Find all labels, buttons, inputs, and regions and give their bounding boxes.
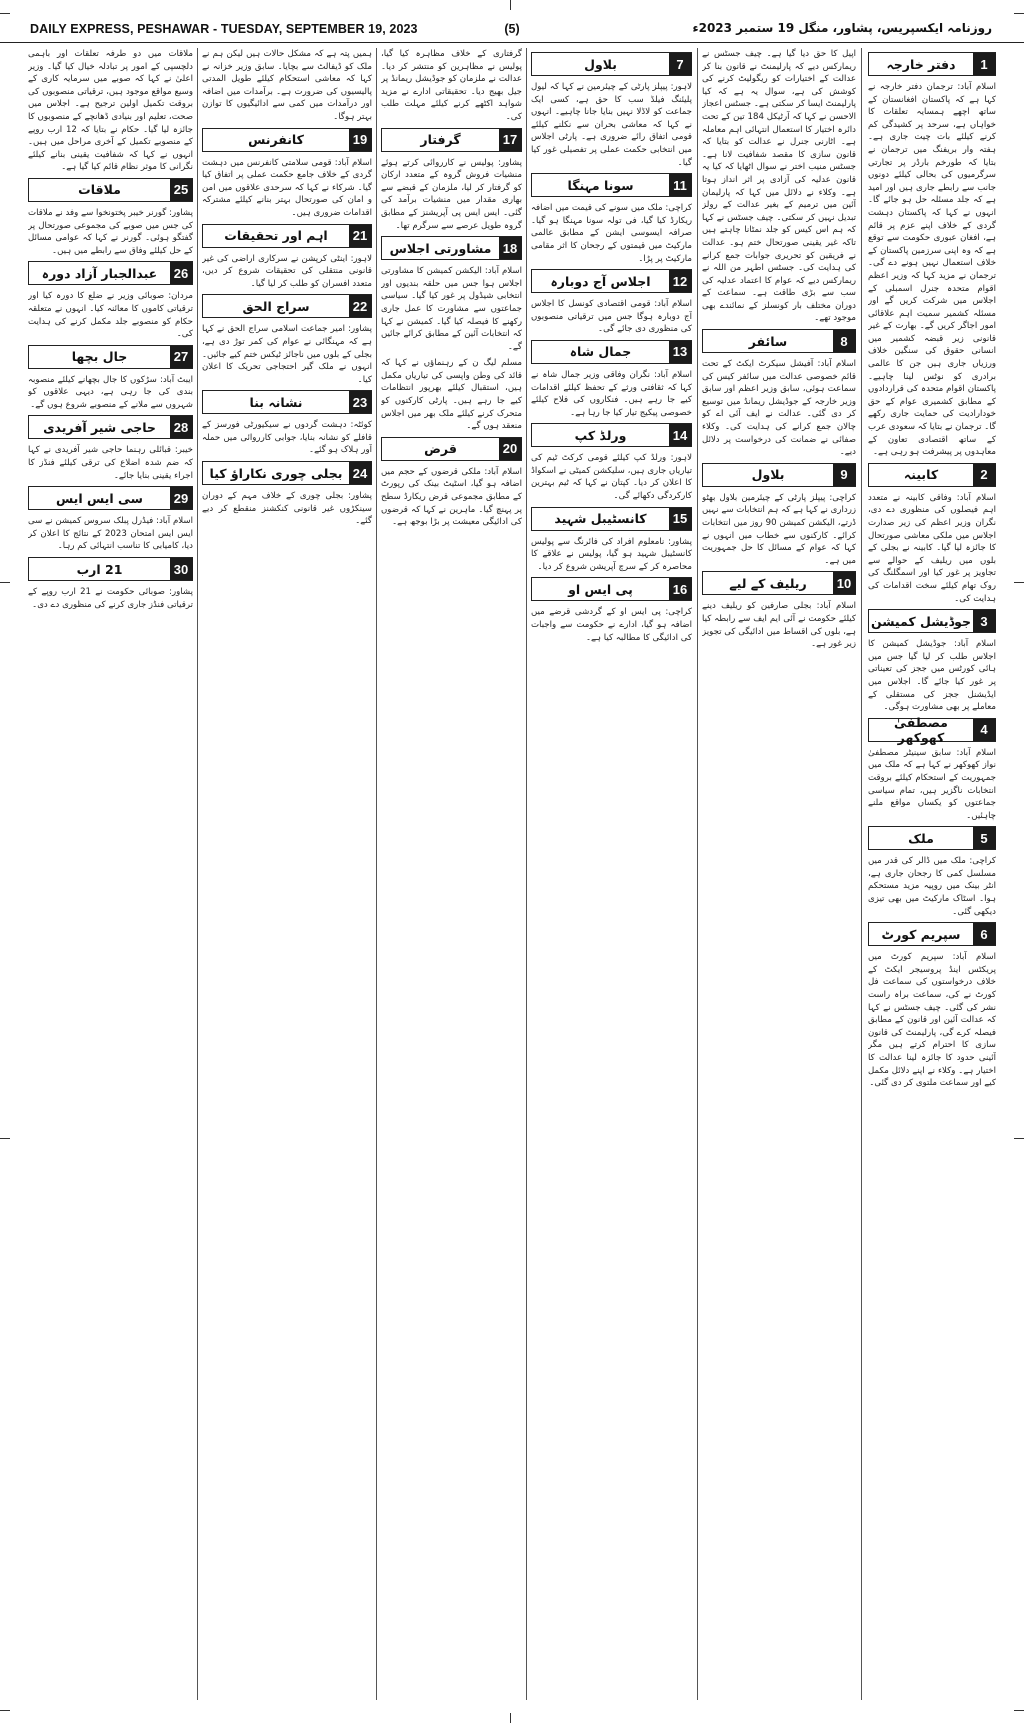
news-item-heading	[202, 390, 372, 414]
crop-mark	[0, 13, 10, 14]
news-item-number: 1	[973, 53, 995, 75]
crop-mark	[1014, 1710, 1024, 1711]
news-item-heading	[202, 224, 372, 248]
news-paragraph: پشاور: نامعلوم افراد کی فائرنگ سے پولیس کانسٹیبل شہید ہو گیا، پولیس نے علاقے کا محاصرہ کر کے سرچ آپریشن شروع کر دیا۔	[531, 536, 692, 572]
masthead-date-english: DAILY EXPRESS, PESHAWAR - TUESDAY, SEPTEMBER 19, 2023	[30, 22, 418, 36]
news-item-heading	[28, 557, 193, 581]
news-item-title: سائفر	[748, 333, 788, 349]
news-item-number: 9	[833, 464, 855, 486]
news-paragraph: کراچی: ملک میں ڈالر کی قدر میں مسلسل کمی کا رجحان جاری ہے، انٹر بینک میں روپیہ مزید مستحکم ہوا۔ اسٹاک مارکیٹ میں بھی تیزی دیکھی گئی۔	[868, 856, 996, 917]
news-item-number: 16	[669, 578, 691, 600]
news-item-title: مصطفیٰ کھوکھر	[894, 714, 948, 745]
news-item-title: حاجی شیر آفریدی	[43, 419, 156, 435]
news-item-number: 30	[170, 558, 192, 580]
news-paragraph: گرفتاری کے خلاف مظاہرہ کیا گیا، پولیس نے مظاہرین کو منتشر کر دیا۔ عدالت نے ملزمان کو جوڈیشل ریمانڈ پر جیل بھیج دیا۔ تحقیقاتی ادارے نے مزید شواہد اکٹھے کرنے کیلئے مہلت طلب کی۔	[381, 49, 522, 122]
news-paragraph: لاہور: ورلڈ کپ کیلئے قومی کرکٹ ٹیم کی تیاریاں جاری ہیں، سلیکشن کمیٹی نے اسکواڈ کا اعلان کر دیا۔ کپتان نے کہا کہ ٹیم بہترین کارکردگی دکھائے گی۔	[531, 453, 692, 502]
news-item-title: مشاورتی اجلاس	[389, 240, 492, 256]
news-item-number: 19	[349, 129, 371, 151]
news-item-number: 21	[349, 225, 371, 247]
news-paragraph: کراچی: پی ایس او کے گردشی قرضے میں اضافہ ہو گیا، ادارے نے حکومت سے واجبات کی ادائیگی کا مطالبہ کیا ہے۔	[531, 607, 692, 643]
news-item-title: کانفرنس	[248, 132, 304, 148]
news-item-heading	[381, 437, 522, 461]
news-item-heading	[868, 826, 996, 850]
news-item-heading	[531, 52, 692, 76]
news-item-heading	[202, 294, 372, 318]
news-column-1	[868, 48, 996, 1700]
news-item-title: ملک	[908, 830, 934, 846]
news-paragraph: کراچی: ملک میں سونے کی قیمت میں اضافہ ریکارڈ کیا گیا، فی تولہ سونا مہنگا ہو گیا۔ صرافہ ایسوسی ایشن کے مطابق عالمی مارکیٹ میں قیمتوں کے رجحان کا اثر مقامی مارکیٹ پر پڑا۔	[531, 203, 692, 264]
crop-mark	[0, 582, 10, 583]
news-paragraph: اسلام آباد: سپریم کورٹ میں پریکٹس اینڈ پروسیجر ایکٹ کے خلاف درخواستوں کی سماعت فل کورٹ نے کی، سماعت براہ راست نشر کی گئی۔ چیف جسٹس نے کہا کہ عدالت آئین اور قانون کے مطابق فیصلہ کرے گی، پارلیمنٹ کی قانون سازی کا احترام کرتے ہیں مگر آئینی حدود کا جائزہ لینا عدالت کا اختیار ہے۔ وکلاء نے اپنے دلائل مکمل کیے اور سماعت ملتوی کر دی گئی۔	[868, 952, 996, 1089]
news-paragraph: اسلام آباد: جوڈیشل کمیشن کا اجلاس طلب کر لیا گیا جس میں ہائی کورٹس میں ججز کی تعیناتی پر غور کیا جائے گا۔ اجلاس میں ایڈیشنل ججز کی مستقلی کے معاملے پر بھی مشاورت ہوگی۔	[868, 639, 996, 713]
news-item-number: 10	[833, 572, 855, 594]
news-item-heading	[28, 415, 193, 439]
column-rule	[376, 48, 377, 1700]
news-item-title: پی ایس او	[568, 581, 633, 597]
news-item-title: قرض	[424, 441, 457, 457]
news-item-title: جال بچھا	[71, 349, 128, 365]
news-paragraph: پشاور: صوبائی حکومت نے 21 ارب روپے کے ترقیاتی فنڈز جاری کرنے کی منظوری دے دی۔	[28, 587, 193, 610]
news-item-title: سپریم کورٹ	[881, 926, 961, 942]
news-item-number: 25	[170, 179, 192, 201]
news-item-number: 23	[349, 391, 371, 413]
news-item-title: اجلاس آج دوبارہ	[550, 273, 651, 289]
news-item-number: 26	[170, 262, 192, 284]
news-item-number: 20	[499, 438, 521, 460]
news-item-number: 17	[499, 129, 521, 151]
news-paragraph: ایبٹ آباد: سڑکوں کا جال بچھانے کیلئے منصوبہ بندی کی جا رہی ہے، دیہی علاقوں کو شہروں سے ملانے کے منصوبے شروع ہوں گے۔	[28, 374, 193, 410]
news-item-heading	[202, 128, 372, 152]
news-item-number: 7	[669, 53, 691, 75]
column-rule	[526, 48, 527, 1700]
page-header	[0, 20, 1024, 43]
news-paragraph: لاہور: پیپلز پارٹی کے چیئرمین نے کہا کہ لیول پلیئنگ فیلڈ سب کا حق ہے، کسی ایک جماعت کو لاڈلا نہیں بنایا جانا چاہیے۔ انہوں نے کہا کہ معاشی بحران سے نکلنے کیلئے قومی اتفاق رائے ضروری ہے۔ پارٹی اجلاس میں انتخابی حکمت عملی پر تفصیلی غور کیا گیا۔	[531, 82, 692, 168]
news-item-number: 27	[170, 346, 192, 368]
news-paragraph: اسلام آباد: وفاقی کابینہ نے متعدد اہم فیصلوں کی منظوری دے دی، نگران وزیر اعظم کی زیر صدارت اجلاس میں ملکی معاشی صورتحال کا جائزہ لیا گیا۔ کابینہ نے بجلی کے بلوں میں ریلیف کے حوالے سے تجاویز پر غور کیا اور اسمگلنگ کی روک تھام کیلئے سخت اقدامات کی ہدایت کی۔	[868, 492, 996, 604]
news-paragraph: اسلام آباد: آفیشل سیکرٹ ایکٹ کے تحت قائم خصوصی عدالت میں سائفر کیس کی سماعت ہوئی، سابق وزیر اعظم اور سابق وزیر خارجہ کے جوڈیشل ریمانڈ میں توسیع کر دی گئی۔ عدالت نے ایف آئی اے کو چالان جمع کرانے کی ہدایت کی۔ وکلاء صفائی نے ضمانت کی درخواست پر دلائل دیے۔	[702, 359, 856, 458]
news-item-title: کابینہ	[903, 467, 939, 483]
news-item-title: عبدالجبار آزاد دورہ	[41, 265, 158, 281]
news-column-5	[202, 48, 372, 1700]
crop-mark	[0, 1710, 10, 1711]
news-item-title: سی ایس ایس	[56, 490, 143, 506]
news-item-title: بجلی چوری نکاراؤ کیا	[209, 465, 343, 481]
news-paragraph: لاہور: اینٹی کرپشن نے سرکاری اراضی کی غیر قانونی منتقلی کی تحقیقات شروع کر دیں، متعدد افسران کو طلب کر لیا گیا۔	[202, 253, 372, 289]
news-item-heading	[28, 345, 193, 369]
news-item-number: 2	[973, 464, 995, 486]
page-number: (5)	[504, 22, 520, 36]
crop-mark	[1014, 13, 1024, 14]
news-item-number: 29	[170, 487, 192, 509]
news-item-title: بلاول	[751, 467, 785, 483]
news-item-number: 11	[669, 174, 691, 196]
news-paragraph: اسلام آباد: ملکی قرضوں کے حجم میں اضافہ ہو گیا، اسٹیٹ بینک کی رپورٹ کے مطابق مجموعی قرض ریکارڈ سطح پر پہنچ گیا۔ ماہرین نے کہا کہ قرضوں کی ادائیگی معیشت پر بڑا بوجھ ہے۔	[381, 466, 522, 528]
news-paragraph: پشاور: گورنر خیبر پختونخوا سے وفد نے ملاقات کی جس میں صوبے کی مجموعی صورتحال پر گفتگو ہوئی۔ گورنر نے کہا کہ عوامی مسائل کے حل کیلئے وفاق سے رابطے میں ہیں۔	[28, 207, 193, 256]
news-paragraph: پشاور: بجلی چوری کے خلاف مہم کے دوران سینکڑوں غیر قانونی کنکشنز منقطع کر دیے گئے۔	[202, 491, 372, 527]
news-item-heading	[531, 173, 692, 197]
news-item-heading	[702, 463, 856, 487]
news-item-heading	[868, 714, 996, 745]
news-item-heading	[381, 128, 522, 152]
news-paragraph: پشاور: پولیس نے کارروائی کرتے ہوئے منشیات فروش گروہ کے متعدد ارکان کو گرفتار کر لیا، ملزمان کے قبضے سے بھاری مقدار میں منشیات برآمد کی گئی۔ ایس ایس پی آپریشنز کے مطابق گروہ طویل عرصے سے سرگرم تھا۔	[381, 157, 522, 231]
news-paragraph: اپیل کا حق دیا گیا ہے۔ چیف جسٹس نے ریمارکس دیے کہ پارلیمنٹ نے قانون بنا کر عدالت کے اختیارات کو ریگولیٹ کرنے کی کوشش کی ہے، سوال یہ ہے کہ کیا پارلیمنٹ ایسا کر سکتی ہے۔ جسٹس اعجاز الاحسن نے کہا کہ آرٹیکل 184 تین کے تحت دائرہ اختیار کا استعمال انتہائی اہم معاملہ ہے۔ اٹارنی جنرل نے عدالت کو بتایا کہ قانون سازی کا مقصد شفافیت لانا ہے۔ جسٹس منیب اختر نے سوال اٹھایا کہ کیا یہ قانون عدلیہ کی آزادی پر اثر انداز ہوتا ہے۔ وکلاء نے دلائل میں کہا کہ پارلیمان آئین میں ترمیم کے بغیر عدالت کے رولز تبدیل نہیں کر سکتی۔ چیف جسٹس نے کہا کہ ہم اس کیس کو جلد نمٹانا چاہتے ہیں تاکہ غیر یقینی صورتحال ختم ہو۔ عدالت نے فریقین کو تحریری جوابات جمع کرانے کی ہدایت کی۔ جسٹس اطہر من اللہ نے ریمارکس دیے کہ عوام کا اعتماد عدلیہ کی سب سے بڑی طاقت ہے۔ سماعت کے دوران مختلف بار کونسلز کے نمائندے بھی موجود تھے۔	[702, 49, 856, 324]
news-item-heading	[868, 609, 996, 633]
news-paragraph: اسلام آباد: قومی اقتصادی کونسل کا اجلاس آج دوبارہ ہوگا جس میں ترقیاتی منصوبوں کی منظوری دی جائے گی۔	[531, 299, 692, 335]
news-item-title: جوڈیشل کمیشن	[870, 613, 972, 629]
news-item-number: 28	[170, 416, 192, 438]
news-item-number: 18	[499, 237, 521, 259]
news-column-6	[28, 48, 193, 1700]
column-rule	[697, 48, 698, 1700]
news-paragraph: پشاور: امیر جماعت اسلامی سراج الحق نے کہا ہے کہ مہنگائی نے عوام کی کمر توڑ دی ہے، بجلی کے بلوں میں ناجائز ٹیکس ختم کیے جائیں۔ انہوں نے ملک گیر احتجاجی تحریک کا اعلان کیا۔	[202, 324, 372, 385]
news-item-heading	[702, 571, 856, 595]
news-item-title: جمال شاہ	[569, 344, 632, 360]
news-item-heading	[702, 329, 856, 353]
news-column-2	[702, 48, 856, 1700]
news-item-heading	[531, 340, 692, 364]
news-item-heading	[28, 261, 193, 285]
news-item-title: بلاول	[584, 56, 617, 72]
column-rule	[861, 48, 862, 1700]
news-item-heading	[868, 922, 996, 946]
news-item-number: 13	[669, 341, 691, 363]
news-paragraph: اسلام آباد: الیکشن کمیشن کا مشاورتی اجلاس ہوا جس میں حلقہ بندیوں اور انتخابی شیڈول پر غور کیا گیا۔ سیاسی جماعتوں سے مشاورت کا عمل جاری رکھنے کا فیصلہ کیا گیا۔ کمیشن نے کہا کہ انتخابات آئین کے مطابق کرائے جائیں گے۔	[381, 266, 522, 352]
news-item-title: سراج الحق	[242, 298, 310, 314]
crop-mark	[0, 1138, 10, 1139]
news-paragraph: کراچی: پیپلز پارٹی کے چیئرمین بلاول بھٹو زرداری نے کہا ہے کہ ہم انتخابات سے نہیں ڈرتے، الیکشن کمیشن 90 روز میں انتخابات کرائے۔ کارکنوں سے خطاب میں انہوں نے کہا کہ عوام کے مسائل کا حل جمہوریت میں ہے۔	[702, 492, 856, 566]
news-item-title: سونا مہنگا	[567, 177, 634, 193]
news-item-heading	[868, 463, 996, 487]
column-rule	[197, 48, 198, 1700]
news-item-heading	[531, 507, 692, 531]
news-paragraph: مردان: صوبائی وزیر نے ضلع کا دورہ کیا اور ترقیاتی کاموں کا معائنہ کیا۔ انہوں نے متعلقہ حکام کو منصوبے جلد مکمل کرنے کی ہدایت کی۔	[28, 291, 193, 340]
news-item-heading	[531, 269, 692, 293]
crop-mark	[510, 0, 511, 10]
news-paragraph: خیبر: قبائلی رہنما حاجی شیر آفریدی نے کہا کہ ضم شدہ اضلاع کی ترقی کیلئے فنڈز کا اجراء یقینی بنایا جائے۔	[28, 445, 193, 481]
news-paragraph: اسلام آباد: قومی سلامتی کانفرنس میں دہشت گردی کے خلاف جامع حکمت عملی پر اتفاق کیا گیا۔ شرکاء نے کہا کہ سرحدی علاقوں میں امن و امان کی صورتحال بہتر بنانے کیلئے مشترکہ اقدامات ضروری ہیں۔	[202, 157, 372, 218]
news-item-heading	[202, 461, 372, 485]
news-item-heading	[531, 577, 692, 601]
news-item-number: 15	[669, 508, 691, 530]
news-item-title: ملاقات	[78, 182, 121, 198]
news-item-number: 8	[833, 330, 855, 352]
news-paragraph: ملاقات میں دو طرفہ تعلقات اور باہمی دلچسپی کے امور پر تبادلہ خیال کیا گیا۔ وزیر اعلیٰ نے کہا کہ صوبے میں سرمایہ کاری کے وسیع مواقع موجود ہیں، ترقیاتی منصوبوں کی بروقت تکمیل اولین ترجیح ہے۔ اجلاس میں صحت، تعلیم اور بنیادی ڈھانچے کے منصوبوں کا جائزہ لیا گیا۔ حکام نے بتایا کہ 12 ارب روپے کے منصوبے تکمیل کے آخری مراحل میں ہیں۔ انہوں نے کہا کہ شفافیت یقینی بنانے کیلئے نگرانی کا موثر نظام قائم کیا گیا ہے۔	[28, 49, 193, 173]
news-item-heading	[868, 52, 996, 76]
news-column-4	[381, 48, 522, 1700]
news-item-number: 4	[973, 719, 995, 741]
news-item-heading	[381, 236, 522, 260]
news-paragraph: ہمیں پتہ ہے کہ مشکل حالات ہیں لیکن ہم نے ملک کو ڈیفالٹ سے بچایا۔ سابق وزیر خزانہ نے کہا کہ معاشی استحکام کیلئے طویل المدتی پالیسیوں کی ضرورت ہے۔ برآمدات میں اضافہ اور درآمدات میں کمی سے ادائیگیوں کا توازن بہتر ہوگا۔	[202, 49, 372, 122]
news-item-number: 24	[349, 462, 371, 484]
news-item-number: 22	[349, 295, 371, 317]
news-item-heading	[531, 423, 692, 447]
news-item-title: کانسٹیبل شہید	[554, 511, 647, 527]
news-paragraph: اسلام آباد: سابق سینیٹر مصطفیٰ نواز کھوکھر نے کہا ہے کہ ملک میں جمہوریت کے استحکام کیلئے بروقت انتخابات ناگزیر ہیں، تمام سیاسی جماعتوں کو یکساں مواقع ملنے چاہئیں۔	[868, 747, 996, 821]
news-item-title: ریلیف کے لیے	[729, 575, 807, 591]
crop-mark	[510, 1713, 511, 1723]
news-item-number: 12	[669, 270, 691, 292]
news-item-heading	[28, 486, 193, 510]
news-item-heading	[28, 178, 193, 202]
news-paragraph: اسلام آباد: نگران وفاقی وزیر جمال شاہ نے کہا کہ ثقافتی ورثے کے تحفظ کیلئے اقدامات کیے جا رہے ہیں۔ فنکاروں کی فلاح کیلئے خصوصی پیکیج تیار کیا جا رہا ہے۔	[531, 369, 692, 418]
news-item-title: اہم اور تحقیقات	[224, 228, 328, 244]
news-column-3	[531, 48, 692, 1700]
news-paragraph: مسلم لیگ ن کے رہنماؤں نے کہا کہ قائد کی وطن واپسی کی تیاریاں مکمل ہیں، استقبال کیلئے بھرپور انتظامات کیے جا رہے ہیں۔ پارٹی کارکنوں کو متحرک کرنے کیلئے ملک بھر میں اجلاس منعقد ہوں گے۔	[381, 358, 522, 432]
news-item-number: 5	[973, 827, 995, 849]
news-item-title: 21 ارب	[76, 561, 123, 577]
news-item-title: دفتر خارجہ	[886, 56, 956, 72]
news-item-number: 14	[669, 424, 691, 446]
masthead-date-urdu: روزنامہ ایکسپریس، پشاور، منگل 19 ستمبر 2023ء	[692, 21, 992, 35]
news-item-title: ورلڈ کپ	[574, 427, 627, 443]
news-item-number: 3	[973, 610, 995, 632]
news-paragraph: اسلام آباد: فیڈرل پبلک سروس کمیشن نے سی ایس ایس امتحان 2023 کے نتائج کا اعلان کر دیا، کامیابی کا تناسب انتہائی کم رہا۔	[28, 516, 193, 552]
crop-mark	[1014, 1138, 1024, 1139]
news-item-title: گرفتار	[420, 132, 461, 148]
news-paragraph: اسلام آباد: بجلی صارفین کو ریلیف دینے کیلئے حکومت نے آئی ایم ایف سے رابطہ کیا ہے، بلوں کی اقساط میں ادائیگی کی تجویز زیر غور ہے۔	[702, 601, 856, 650]
crop-mark	[1014, 582, 1024, 583]
news-paragraph: کوئٹہ: دہشت گردوں نے سیکیورٹی فورسز کے قافلے کو نشانہ بنایا، جوابی کارروائی میں حملہ آور ہلاک ہو گئے۔	[202, 420, 372, 456]
news-item-title: نشانہ بنا	[249, 394, 303, 410]
news-item-number: 6	[973, 923, 995, 945]
news-paragraph: اسلام آباد: ترجمان دفتر خارجہ نے کہا ہے کہ پاکستان افغانستان کے ساتھ اچھے ہمسایہ تعلقات کا خواہاں ہے، سرحد پر کشیدگی کم کرنے کیلئے بات چیت جاری ہے۔ ہفتہ وار بریفنگ میں ترجمان نے بتایا کہ طورخم بارڈر پر تجارتی سرگرمیوں کی بحالی کیلئے دونوں جانب سے رابطے جاری ہیں اور امید ہے کہ جلد مسئلہ حل ہو جائے گا۔ انہوں نے کہا کہ پاکستان دہشت گردی کے خلاف اپنے عزم پر قائم ہے، افغان عبوری حکومت سے توقع ہے کہ وہ اپنی سرزمین پاکستان کے خلاف استعمال نہیں ہونے دے گی۔ ترجمان نے مزید کہا کہ وزیر اعظم اقوام متحدہ جنرل اسمبلی کے اجلاس میں شرکت کریں گے اور مسئلہ کشمیر سمیت اہم علاقائی امور اجاگر کریں گے۔ بھارت کے غیر قانونی زیر قبضہ کشمیر میں انسانی حقوق کی سنگین خلاف ورزیاں جاری ہیں جن کا عالمی برادری کو نوٹس لینا چاہیے۔ پاکستان اقوام متحدہ کی قراردادوں کے مطابق کشمیری عوام کے حق خودارادیت کی حمایت جاری رکھے گا۔ ترجمان نے بتایا کہ سعودی عرب کے ساتھ اقتصادی تعاون کے معاہدوں پر پیشرفت ہو رہی ہے۔	[868, 82, 996, 458]
